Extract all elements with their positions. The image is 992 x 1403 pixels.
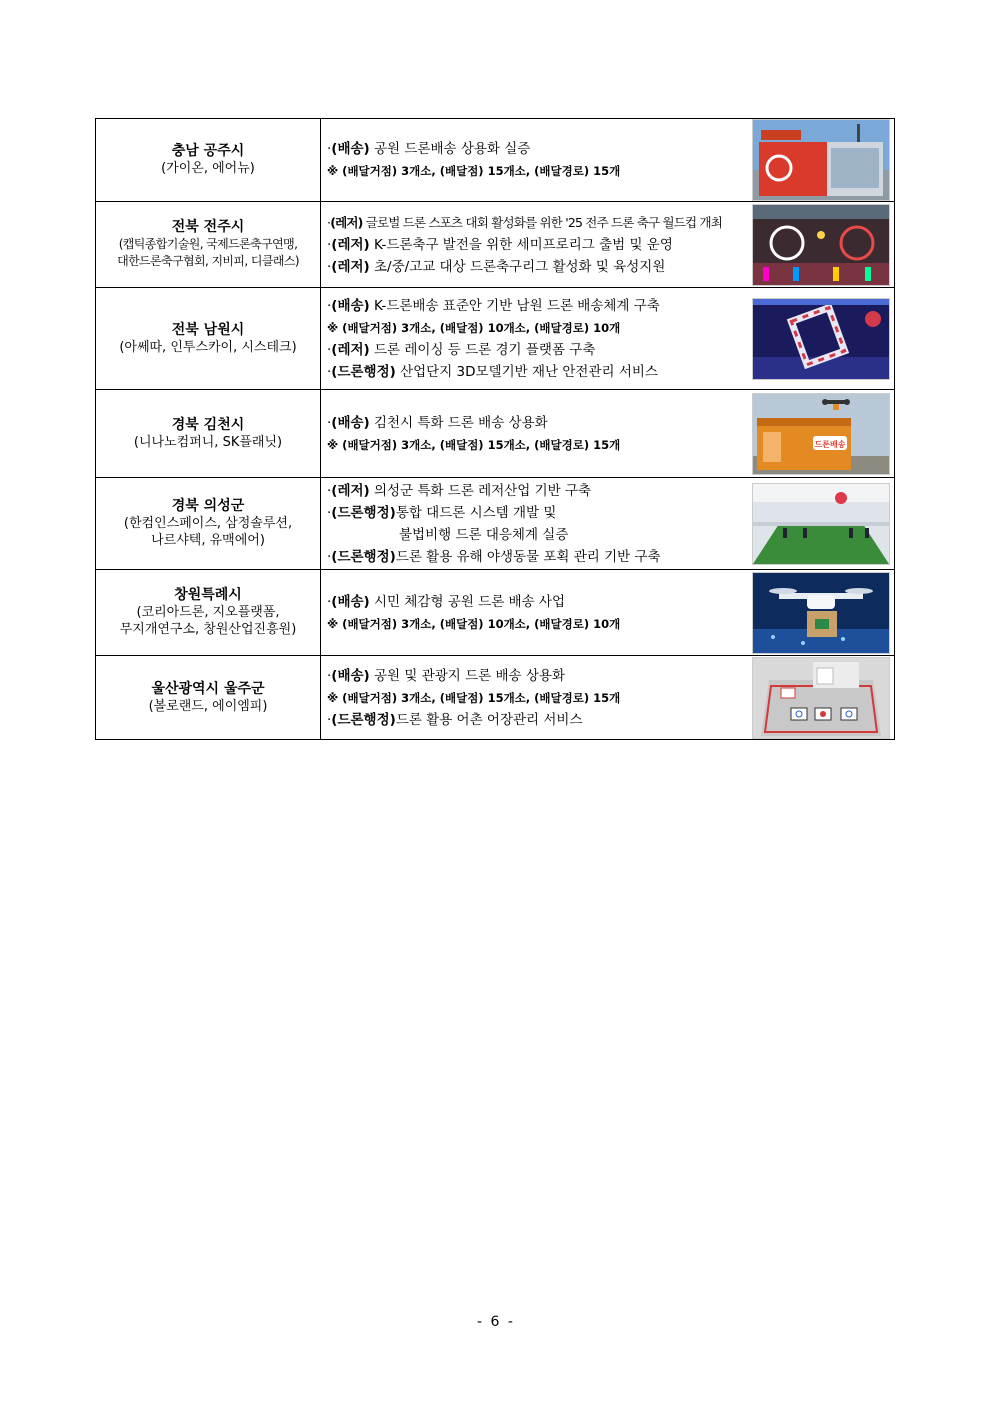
project-line: ·(레저) 초/중/고교 대상 드론축구리그 활성화 및 육성지원 [327,258,666,275]
table-row [96,570,895,656]
line-text: 공원 드론배송 상용화 실증 [369,141,531,157]
region-name: 창원특례시 [174,587,242,603]
category-tag: (레저) [330,214,363,230]
line-text: K-드론축구 발전을 위한 세미프로리그 출범 및 운영 [369,236,673,253]
category-tag: (배송) [331,593,370,610]
delivery-drone-city-photo [752,572,890,654]
partner-list-line: (볼로랜드, 에이엠피) [148,698,268,714]
project-table [95,118,895,740]
line-text: 의성군 특화 드론 레저산업 기반 구축 [369,482,592,499]
line-text: K-드론배송 표준안 기반 남원 드론 배송체계 구축 [369,297,660,314]
category-tag: (드론행정) [331,711,396,728]
line-text: ※ (배달거점) 3개소, (배달점) 10개소, (배달경로) 10개 [327,320,621,335]
region-name: 경북 김천시 [171,416,245,433]
partner-list-line: (코리아드론, 지오플랫폼, [136,605,280,620]
category-tag: (배송) [331,141,370,157]
line-text: 통합 대드론 시스템 개발 및 [395,504,557,521]
project-table-body [96,119,895,740]
line-text: 김천시 특화 드론 배송 상용화 [369,414,548,431]
project-line: ·(배송) K-드론배송 표준안 기반 남원 드론 배송체계 구축 [327,297,660,314]
vertiport-layout-render [752,657,890,739]
delivery-stats-note [327,160,746,182]
line-text: 드론 활용 유해 야생동물 포획 관리 기반 구축 [395,548,661,565]
delivery-stats-note [327,613,746,635]
indoor-drone-field-photo [752,483,890,565]
table-row [96,202,895,288]
line-text: 불법비행 드론 대응체계 실증 [399,526,569,543]
category-tag: (드론행정) [331,363,396,380]
region-cell [96,288,321,390]
page-number: - 6 - [477,1314,515,1330]
category-tag: (레저) [331,482,370,499]
line-text: 드론 활용 어촌 어장관리 서비스 [395,711,583,728]
region-name: 울산광역시 울주군 [151,680,265,697]
project-line: ·(드론행정)통합 대드론 시스템 개발 및 [327,504,557,521]
table-row [96,656,895,740]
project-line: ·(레저) 드론 레이싱 등 드론 경기 플랫폼 구축 [327,341,596,358]
project-detail-cell [321,202,895,288]
region-name: 경북 의성군 [171,498,245,514]
line-text: ※ (배달거점) 3개소, (배달점) 15개소, (배달경로) 15개 [327,437,621,452]
project-detail-cell [321,119,895,202]
project-line: ·(배송) 시민 체감형 공원 드론 배송 사업 [327,593,565,610]
project-detail-cell [321,390,895,478]
category-tag: (배송) [331,667,370,684]
drone-delivery-hub-photo [752,393,890,475]
project-detail-cell [321,656,895,740]
line-text: ※ (배달거점) 3개소, (배달점) 10개소, (배달경로) 10개 [327,616,621,631]
drone-soccer-arena-photo [752,204,890,286]
region-cell [96,390,321,478]
project-detail-cell [321,478,895,570]
region-cell [96,202,321,288]
delivery-station-photo [752,119,890,201]
line-text: 산업단지 3D모델기반 재난 안전관리 서비스 [395,363,658,380]
line-text: 초/중/고교 대상 드론축구리그 활성화 및 육성지원 [369,258,666,275]
table-row [96,478,895,570]
partner-list-line: (아쎄따, 인투스카이, 시스테크) [119,339,297,355]
delivery-stats-note [327,687,746,709]
region-name: 전북 전주시 [171,219,245,235]
project-line: ·(드론행정)드론 활용 어촌 어장관리 서비스 [327,711,583,728]
region-cell [96,656,321,740]
region-cell [96,478,321,570]
category-tag: (레저) [331,341,370,358]
delivery-stats-note [327,434,746,456]
drone-racing-gate-photo [752,298,890,380]
project-line: ·(배송) 공원 및 관광지 드론 배송 상용화 [327,667,565,684]
line-text: 글로벌 드론 스포츠 대회 활성화를 위한 '25 전주 드론 축구 월드컵 개최 [362,214,723,230]
category-tag: (레저) [331,236,370,253]
partner-list-line: (가이온, 에어뉴) [161,161,255,176]
project-line: ·(레저) 의성군 특화 드론 레저산업 기반 구축 [327,482,592,499]
partner-list-line: (한컴인스페이스, 삼정솔루션, [123,516,293,531]
table-row [96,119,895,202]
project-line: ·(드론행정)드론 활용 유해 야생동물 포획 관리 기반 구축 [327,548,661,565]
category-tag: (배송) [331,297,370,314]
category-tag: (레저) [331,258,370,275]
partner-list-line: 무지개연구소, 창원산업진흥원) [119,622,297,637]
table-row [96,390,895,478]
line-text: 시민 체감형 공원 드론 배송 사업 [369,593,565,610]
partner-list-line: 나르샤텍, 유맥에어) [151,533,265,548]
category-tag: (드론행정) [331,548,396,565]
project-detail-cell [321,288,895,390]
project-line: ·(드론행정) 산업단지 3D모델기반 재난 안전관리 서비스 [327,363,658,380]
line-text: ※ (배달거점) 3개소, (배달점) 15개소, (배달경로) 15개 [327,690,621,705]
project-line: ·(레저) K-드론축구 발전을 위한 세미프로리그 출범 및 운영 [327,236,673,253]
project-line: ·(레저) 글로벌 드론 스포츠 대회 활성화를 위한 '25 전주 드론 축구 월드컵 개최 [327,214,723,230]
project-detail-cell [321,570,895,656]
project-line: ·(배송) 공원 드론배송 상용화 실증 [327,141,531,157]
category-tag: (드론행정) [331,504,396,521]
table-row [96,288,895,390]
region-name: 전북 남원시 [171,321,245,338]
svg-text:드론배송: 드론배송 [814,439,846,449]
region-cell [96,570,321,656]
category-tag: (배송) [331,414,370,431]
line-text: 공원 및 관광지 드론 배송 상용화 [369,667,565,684]
partner-list-line: (니나노컴퍼니, SK플래닛) [133,434,283,450]
partner-list-line: (캡틱종합기술원, 국제드론축구연맹, [118,237,298,251]
region-name: 충남 공주시 [171,143,245,159]
partner-list-line: 대한드론축구협회, 지비피, 디클래스) [117,254,299,268]
project-line-continued [327,524,746,546]
line-text: 드론 레이싱 등 드론 경기 플랫폼 구축 [369,341,596,358]
region-cell [96,119,321,202]
project-line: ·(배송) 김천시 특화 드론 배송 상용화 [327,414,548,431]
delivery-stats-note [327,317,746,339]
line-text: ※ (배달거점) 3개소, (배달점) 15개소, (배달경로) 15개 [327,164,621,178]
